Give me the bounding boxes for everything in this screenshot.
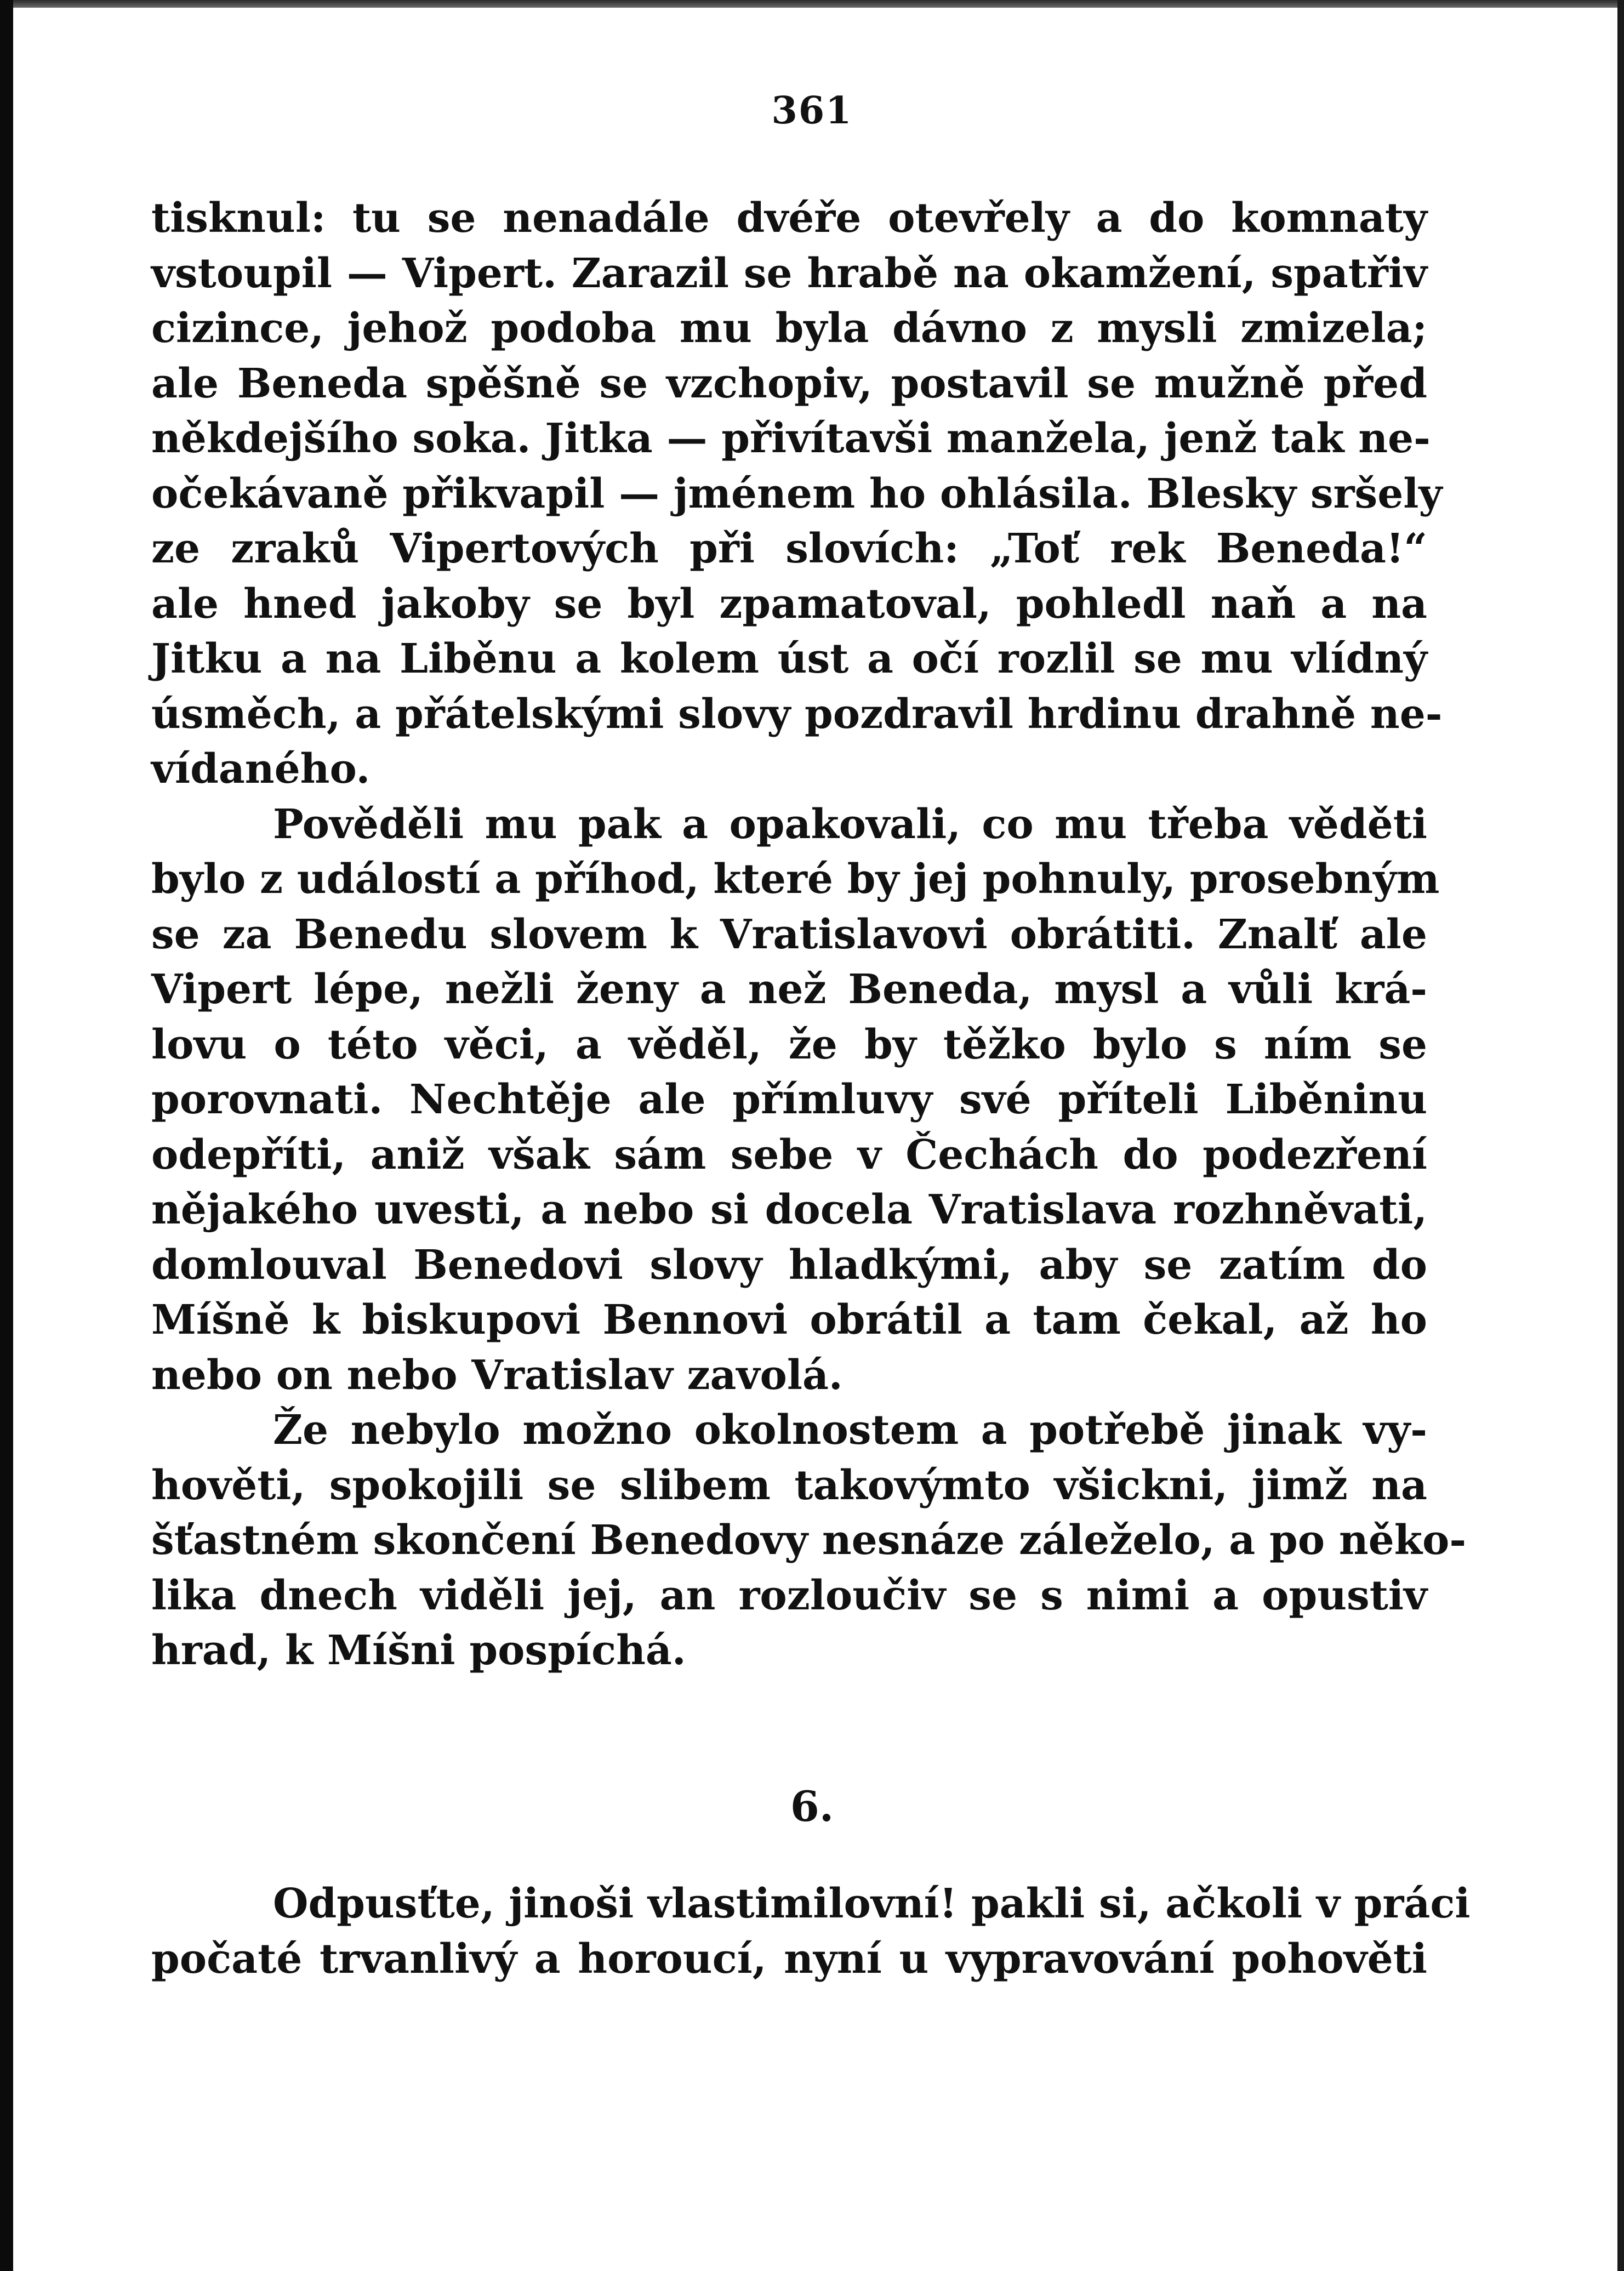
text-line: hrad, k Míšni pospíchá. (151, 1627, 686, 1674)
scan-right-edge (1617, 0, 1624, 2271)
text-line: počaté trvanlivý a horoucí, nyní u vypravování pohověti (151, 1935, 1427, 1983)
scan-top-edge (0, 0, 1624, 8)
text-line: ale hned jakoby se byl zpamatoval, pohledl naň a na (151, 580, 1427, 628)
text-line: Míšně k biskupovi Bennovi obrátil a tam čekal, až ho (151, 1296, 1427, 1344)
text-line: porovnati. Nechtěje ale přímluvy své příteli Liběninu (151, 1076, 1427, 1123)
text-line: Jitku a na Liběnu a kolem úst a očí rozlil se mu vlídný (151, 635, 1427, 682)
text-line: lovu o této věci, a věděl, že by těžko bylo s ním se (151, 1021, 1427, 1068)
text-line: Odpusťte, jinoši vlastimilovní! pakli si, ačkoli v práci (273, 1880, 1471, 1927)
text-line: ze zraků Vipertových při slovích: „Toť rek Beneda!“ (151, 525, 1427, 572)
text-line: nebo on nebo Vratislav zavolá. (151, 1351, 843, 1399)
text-line: lika dnech viděli jej, an rozloučiv se s nimi a opustiv (151, 1572, 1427, 1619)
text-line: šťastném skončení Benedovy nesnáze záleželo, a po něko- (151, 1517, 1467, 1564)
text-line: vstoupil — Vipert. Zarazil se hrabě na okamžení, spatřiv (151, 249, 1427, 297)
text-line: hověti, spokojili se slibem takovýmto všickni, jimž na (151, 1461, 1427, 1509)
text-line: odepříti, aniž však sám sebe v Čechách do podezření (151, 1131, 1427, 1179)
text-line: Že nebylo možno okolnostem a potřebě jinak vy- (273, 1407, 1427, 1454)
text-line: tisknul: tu se nenadále dvéře otevřely a do komnaty (151, 195, 1427, 242)
section-number: 6. (790, 1782, 834, 1831)
page-number: 361 (771, 89, 853, 133)
section-text (151, 1876, 1471, 1987)
text-line: očekávaně přikvapil — jménem ho ohlásila. Blesky sršely (151, 470, 1443, 517)
scan-left-edge (0, 0, 13, 2271)
text-line: domlouval Benedovi slovy hladkými, aby se zatím do (151, 1241, 1427, 1289)
text-line: někdejšího soka. Jitka — přivítavši manžela, jenž tak ne- (151, 415, 1431, 462)
body-text (151, 191, 1467, 1678)
text-line: úsměch, a přátelskými slovy pozdravil hrdinu drahně ne- (151, 690, 1443, 738)
text-line: vídaného. (151, 745, 371, 793)
text-line: nějakého uvesti, a nebo si docela Vratislava rozhněvati, (151, 1186, 1427, 1233)
text-line: ale Beneda spěšně se vzchopiv, postavil se mužně před (151, 360, 1427, 407)
text-line: cizince, jehož podoba mu byla dávno z mysli zmizela; (151, 305, 1427, 352)
text-line: Pověděli mu pak a opakovali, co mu třeba věděti (273, 800, 1427, 848)
text-line: Vipert lépe, nežli ženy a než Beneda, mysl a vůli krá- (151, 966, 1427, 1013)
text-line: se za Benedu slovem k Vratislavovi obrátiti. Znalť ale (151, 910, 1427, 958)
text-line: bylo z událostí a příhod, které by jej pohnuly, prosebným (151, 856, 1440, 903)
